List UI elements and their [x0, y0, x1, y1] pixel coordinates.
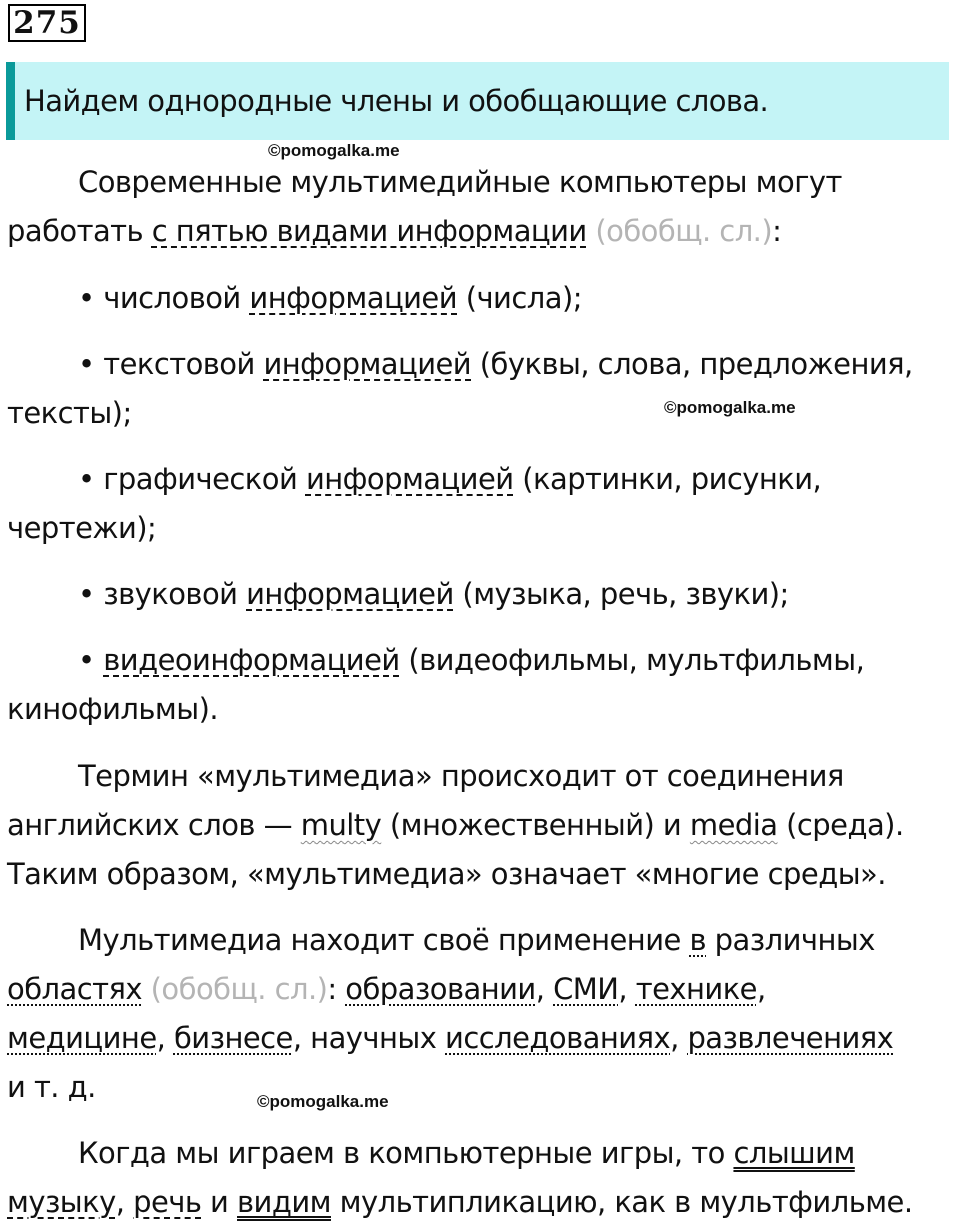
generalizing-word: с пятью видами информации [151, 214, 587, 248]
para2-line2 [7, 805, 904, 845]
para3-line2 [7, 969, 766, 1009]
homogeneous-member: СМИ [553, 972, 619, 1006]
preposition: в [689, 923, 706, 957]
para1-line2 [7, 211, 781, 251]
exercise-number: 275 [8, 4, 86, 42]
text: Мультимедиа находит своё применение [78, 923, 690, 957]
homogeneous-member: информацией [249, 281, 458, 315]
text: звуковой [103, 577, 247, 611]
watermark: ©pomogalka.me [664, 398, 796, 417]
text: , [670, 1021, 688, 1055]
task-banner [6, 62, 949, 140]
text: : [327, 972, 346, 1006]
text: (буквы, слова, предложения, [471, 347, 913, 381]
text: английских слов — [7, 808, 301, 842]
object-word: музыку [7, 1185, 116, 1219]
bullet-item [78, 459, 821, 499]
text: мультипликацию, как в мультфильме. [330, 1185, 913, 1219]
para3-line3 [7, 1018, 893, 1058]
bullet-item [78, 278, 582, 318]
bullet-continuation: кинофильмы). [7, 692, 219, 726]
bullet-icon: • [78, 462, 104, 496]
banner-accent-bar [6, 62, 15, 140]
generalizing-note: (обобщ. сл.) [141, 972, 328, 1006]
text: , научных [292, 1021, 446, 1055]
homogeneous-member: развлечениях [687, 1021, 894, 1055]
text: (среда). [777, 808, 904, 842]
generalizing-note: (обобщ. сл.) [586, 214, 773, 248]
text: , [156, 1021, 174, 1055]
para1-line1: Современные мультимедийные компьютеры могут [78, 165, 842, 199]
homogeneous-member: образовании [345, 972, 536, 1006]
text: Когда мы играем в компьютерные игры, то [78, 1136, 734, 1170]
bullet-item [78, 640, 864, 680]
text: работать [7, 214, 152, 248]
para4-line2 [7, 1182, 913, 1222]
homogeneous-member: информацией [305, 462, 514, 496]
text: , [756, 972, 766, 1006]
text: , [115, 1185, 134, 1219]
bullet-icon: • [78, 281, 104, 315]
text: : [772, 214, 782, 248]
text: различных [706, 923, 875, 957]
homogeneous-member: видеоинформацией [103, 643, 400, 677]
generalizing-word: областях [7, 972, 142, 1006]
homogeneous-member: информацией [246, 577, 454, 611]
foreign-word: media [689, 808, 778, 842]
bullet-continuation: тексты); [7, 396, 132, 430]
predicate: слышим [733, 1136, 855, 1170]
predicate: видим [237, 1185, 331, 1219]
watermark: ©pomogalka.me [268, 141, 400, 160]
text: , [535, 972, 554, 1006]
watermark: ©pomogalka.me [257, 1092, 389, 1111]
bullet-item [78, 344, 913, 384]
text: числовой [103, 281, 250, 315]
text: и [201, 1185, 238, 1219]
task-title: Найдем однородные члены и обобщающие слова. [24, 84, 769, 118]
text: (картинки, рисунки, [513, 462, 822, 496]
bullet-icon: • [78, 577, 104, 611]
text: (видеофильмы, мультфильмы, [399, 643, 865, 677]
text: графической [103, 462, 306, 496]
text: (числа); [457, 281, 582, 315]
bullet-icon: • [78, 347, 104, 381]
homogeneous-member: медицине [7, 1021, 157, 1055]
homogeneous-member: бизнесе [173, 1021, 293, 1055]
homogeneous-member: исследованиях [445, 1021, 671, 1055]
object-word: речь [133, 1185, 202, 1219]
bullet-continuation: чертежи); [7, 511, 157, 545]
homogeneous-member: информацией [263, 347, 472, 381]
bullet-item [78, 574, 789, 614]
text: , [618, 972, 636, 1006]
para2-line3: Таким образом, «мультимедиа» означает «многие среды». [7, 857, 886, 891]
bullet-icon: • [78, 643, 104, 677]
para3-line1 [78, 920, 875, 960]
para2-line1: Термин «мультимедиа» происходит от соединения [78, 759, 844, 793]
homogeneous-member: технике [635, 972, 757, 1006]
text: (музыка, речь, звуки); [453, 577, 789, 611]
foreign-word: multy [300, 808, 382, 842]
para3-line4: и т. д. [7, 1070, 96, 1104]
para4-line1 [78, 1133, 855, 1173]
text: (множественный) и [381, 808, 690, 842]
text: текстовой [103, 347, 264, 381]
